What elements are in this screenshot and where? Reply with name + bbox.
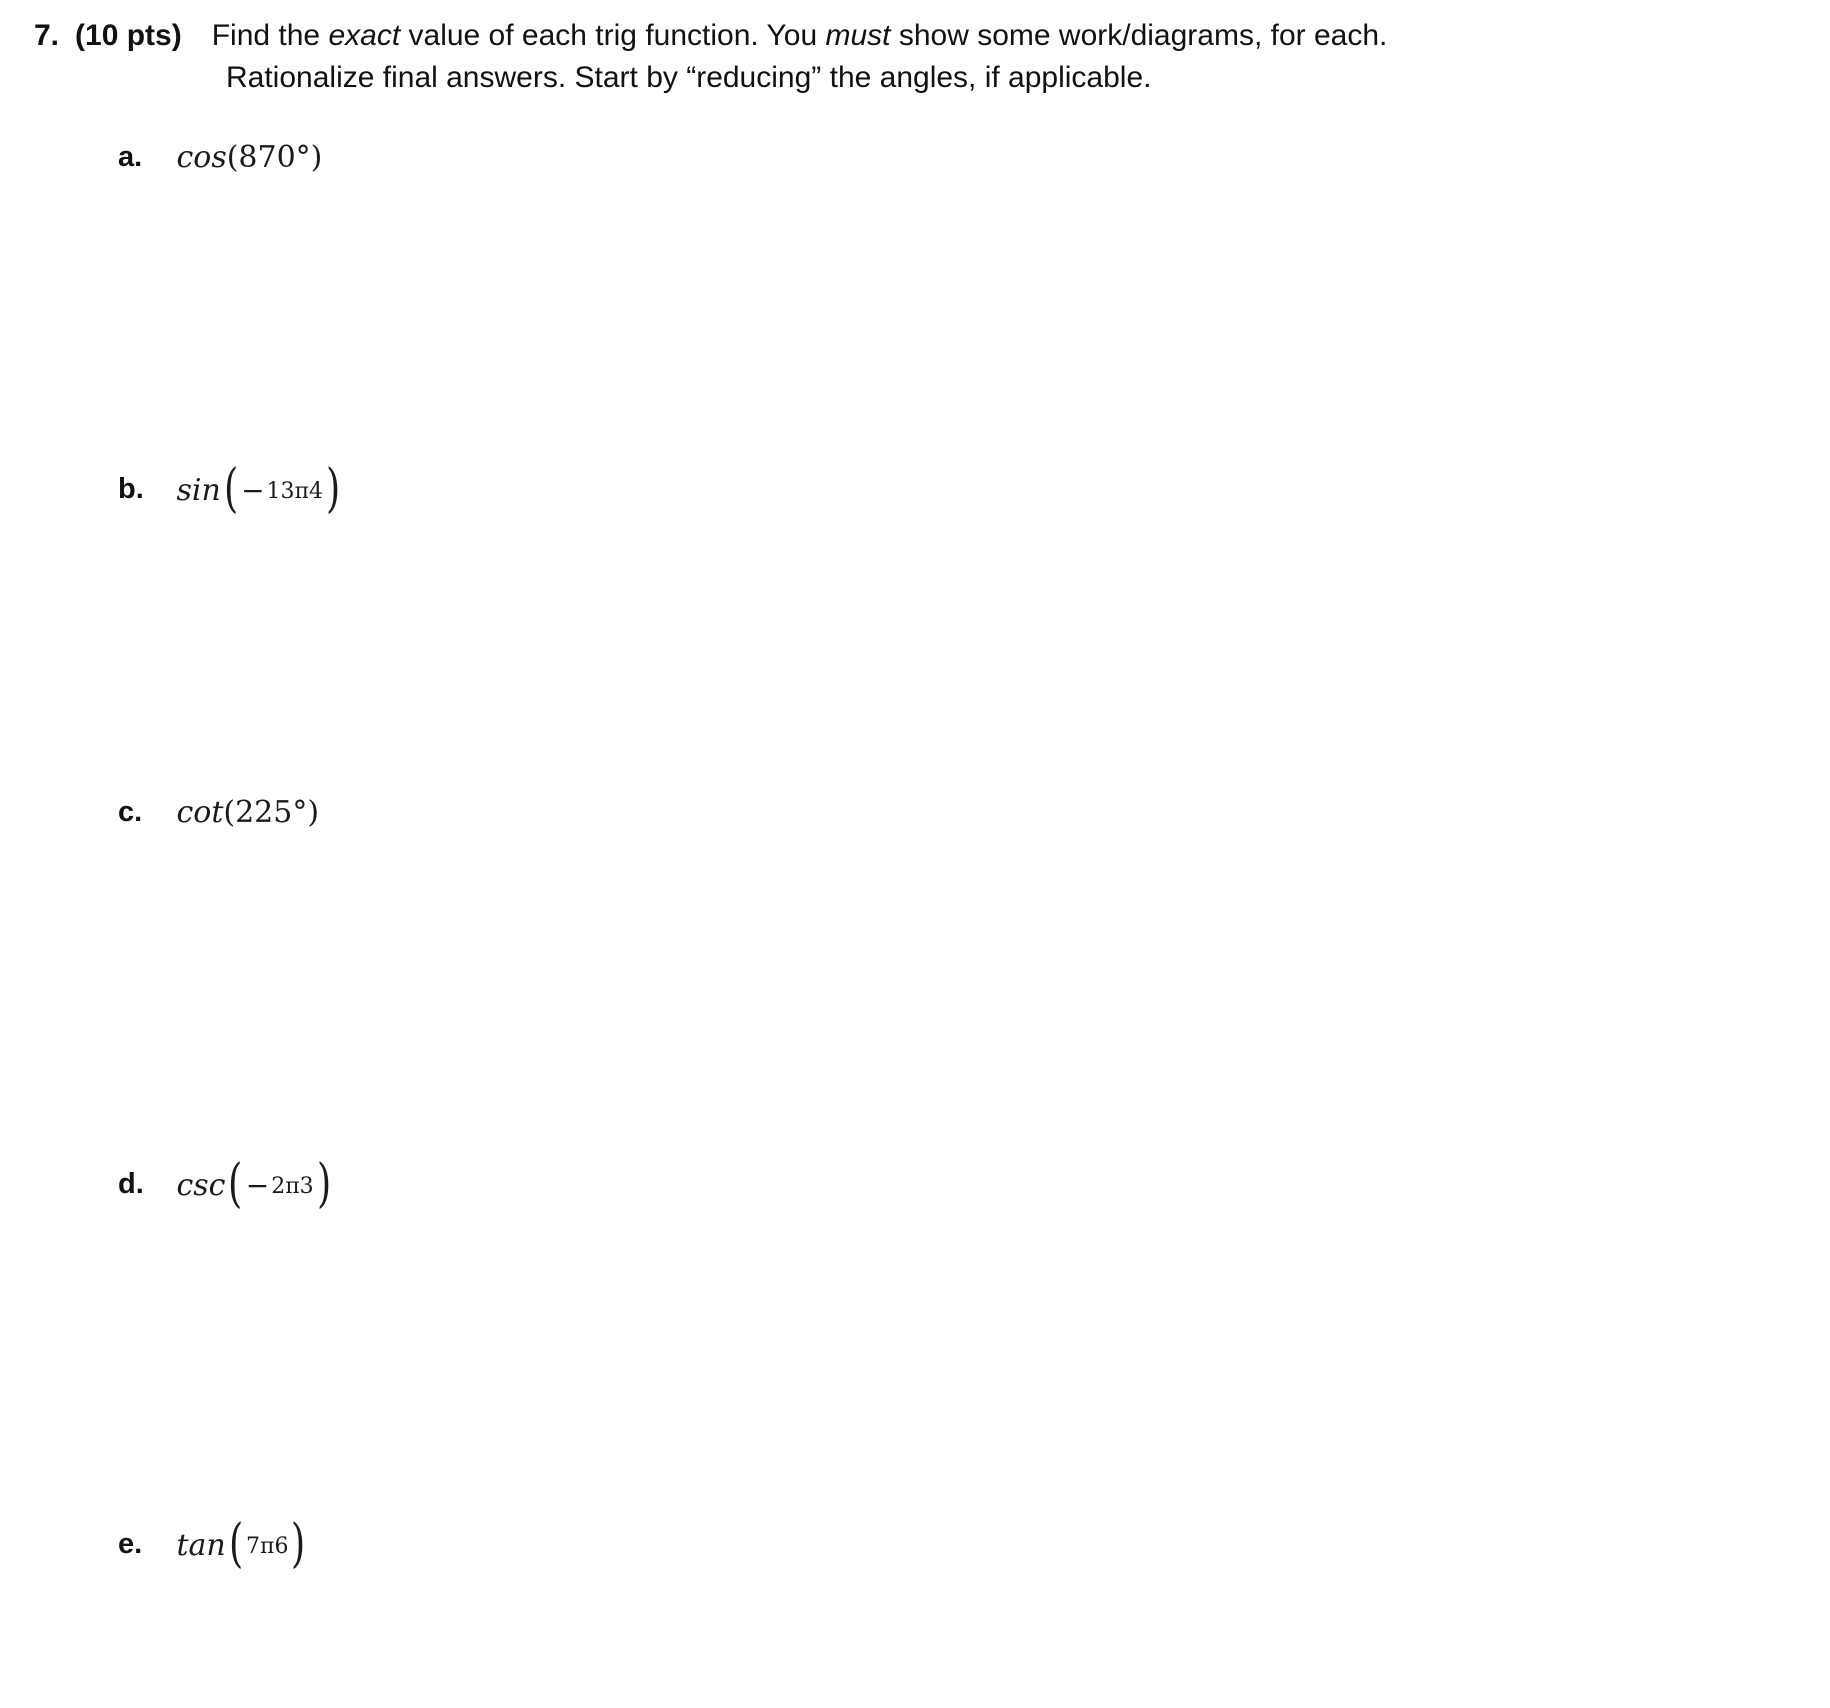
problem-line-2: Rationalize final answers. Start by “reducing” the angles, if applicable. [226, 61, 1152, 94]
part-b-expression [176, 459, 343, 519]
part-c-function: cot [176, 795, 224, 830]
instruction-emphasis-exact: exact [328, 19, 401, 52]
part-d-sign: − [245, 1169, 270, 1202]
part-d-expression [176, 1154, 334, 1214]
part-a-label: a. [118, 141, 143, 173]
problem-line-1 [34, 16, 1387, 56]
instruction-text-2: value of each trig function. You [400, 19, 826, 52]
part-c-argument: (225°) [223, 795, 320, 830]
part-b-open-paren: ( [223, 459, 239, 519]
part-d-label: d. [118, 1167, 144, 1200]
problem-points: (10 pts) [75, 19, 182, 52]
part-d-function: csc [176, 1168, 226, 1203]
part-b-argument: 13π4 [266, 479, 323, 504]
part-d-open-paren: ( [228, 1154, 243, 1214]
part-e-expression [176, 1514, 308, 1574]
part-d-argument: 2π3 [271, 1174, 314, 1199]
instruction-text-1: Find the [211, 19, 329, 52]
part-e-label: e. [118, 1527, 143, 1560]
part-d [118, 1154, 334, 1214]
part-c [118, 795, 319, 830]
part-b [118, 459, 343, 519]
instruction-text-3: show some work/diagrams, for each. [890, 19, 1388, 52]
part-a-function: cos [176, 140, 227, 175]
instruction-emphasis-must: must [825, 19, 891, 52]
part-e-function: tan [176, 1528, 226, 1563]
part-c-expression [176, 795, 319, 830]
part-e-close-paren: ) [291, 1514, 306, 1574]
part-d-close-paren: ) [316, 1154, 331, 1214]
part-e-argument: 7π6 [246, 1534, 289, 1559]
part-a-expression [176, 140, 322, 175]
part-e [118, 1514, 309, 1574]
part-b-close-paren: ) [326, 459, 341, 519]
part-b-sign: − [241, 474, 265, 507]
part-b-function: sin [176, 473, 221, 508]
part-a-argument: (870°) [226, 140, 323, 175]
part-e-open-paren: ( [228, 1514, 243, 1574]
part-a [118, 140, 322, 175]
part-b-label: b. [118, 472, 144, 505]
part-c-label: c. [118, 796, 143, 828]
problem-number: 7. [34, 19, 60, 52]
